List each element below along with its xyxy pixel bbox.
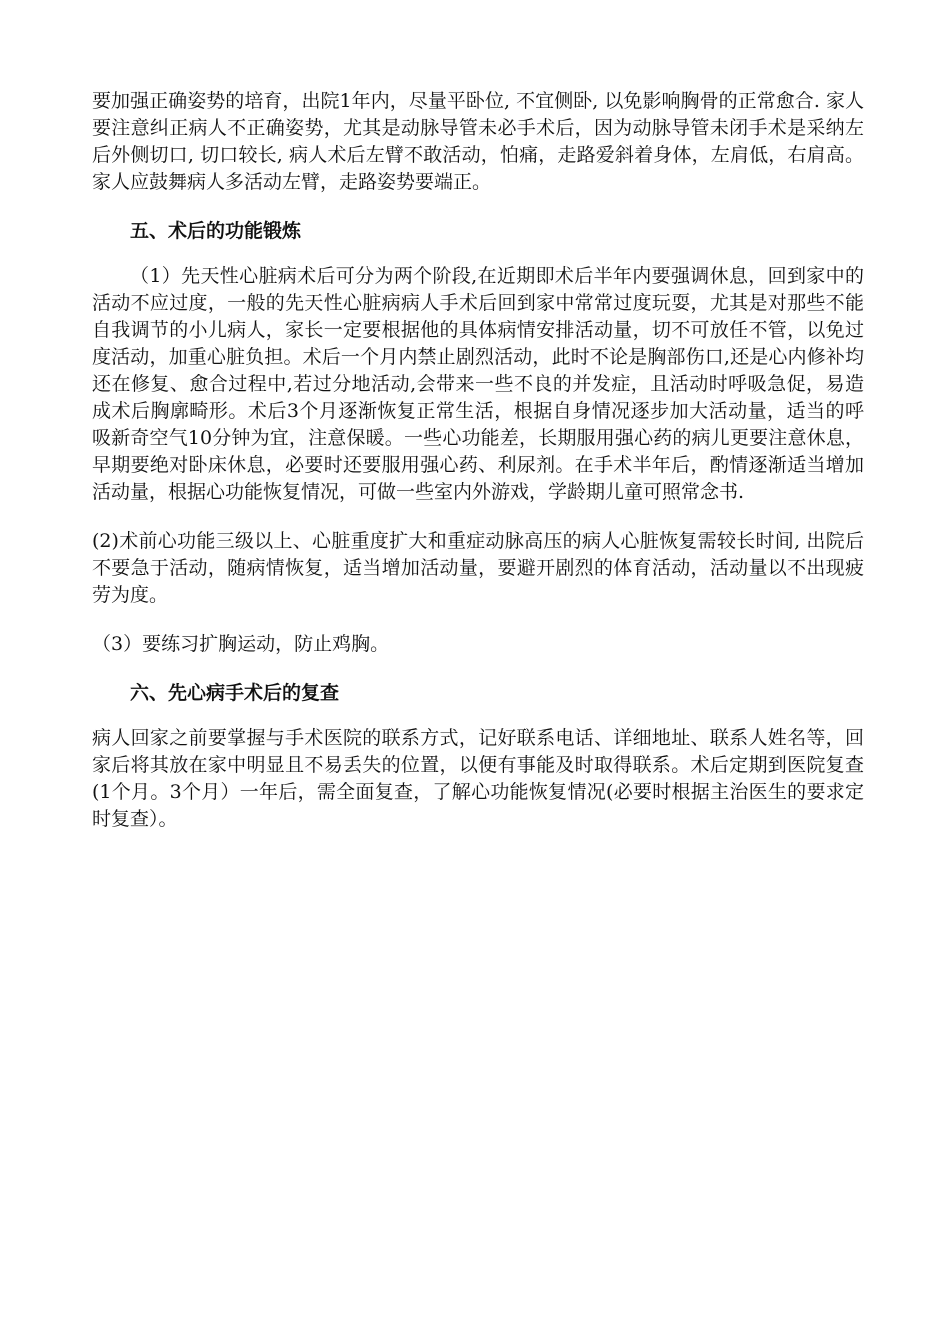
paragraph-exercise-1: （1）先天性心脏病术后可分为两个阶段,在近期即术后半年内要强调休息，回到家中的活动不应过度，一般的先天性心脏病病人手术后回到家中常常过度玩耍，尤其是对那些不能自我调节的小儿病人，家长一定要根据他的具体病情安排活动量，切不可放任不管，以免过度活动，加重心脏负担。术后一个月内禁止剧烈活动，此时不论是胸部伤口,还是心内修补均还在修复、愈合过程中,若过分地活动,会带来一些不良的并发症，且活动时呼吸急促，易造成术后胸廓畸形。术后3个月逐渐恢复正常生活，根据自身情况逐步加大活动量，适当的呼吸新奇空气10分钟为宜，注意保暖。一些心功能差，长期服用强心药的病儿更要注意休息，早期要绝对卧床休息，必要时还要服用强心药、利尿剂。在手术半年后，酌情逐渐适当增加活动量，根据心功能恢复情况，可做一些室内外游戏，学龄期儿童可照常念书.: [92, 265, 864, 503]
spacer: [92, 196, 864, 218]
spacer: [92, 506, 864, 528]
heading-section-6: 六、先心病手术后的复查: [130, 682, 340, 704]
spacer: [92, 609, 864, 631]
spacer: [92, 245, 864, 263]
heading-section-5: 五、术后的功能锻炼: [130, 220, 302, 242]
spacer: [92, 707, 864, 725]
paragraph-exercise-2: (2)术前心功能三级以上、心脏重度扩大和重症动脉高压的病人心脏恢复需较长时间, 出院后不要急于活动，随病情恢复，适当增加活动量，要避开剧烈的体育活动，活动量以不出现疲劳为度。: [92, 530, 864, 606]
paragraph-exercise-3: （3）要练习扩胸运动，防止鸡胸。: [92, 633, 390, 655]
spacer: [92, 658, 864, 680]
document-page: [92, 88, 864, 833]
paragraph-followup: 病人回家之前要掌握与手术医院的联系方式，记好联系电话、详细地址、联系人姓名等，回家后将其放在家中明显且不易丢失的位置，以便有事能及时取得联系。术后定期到医院复查(1个月。3个月）一年后，需全面复查，了解心功能恢复情况(必要时根据主治医生的要求定时复查）。: [92, 727, 864, 830]
paragraph-posture: 要加强正确姿势的培育，出院1年内，尽量平卧位, 不宜侧卧, 以免影响胸骨的正常愈合. 家人要注意纠正病人不正确姿势，尤其是动脉导管未必手术后，因为动脉导管未闭手术是采纳左后外侧切口, 切口较长, 病人术后左臂不敢活动，怕痛，走路爱斜着身体，左肩低，右肩高。家人应鼓舞病人多活动左臂，走路姿势要端正。: [92, 90, 864, 193]
